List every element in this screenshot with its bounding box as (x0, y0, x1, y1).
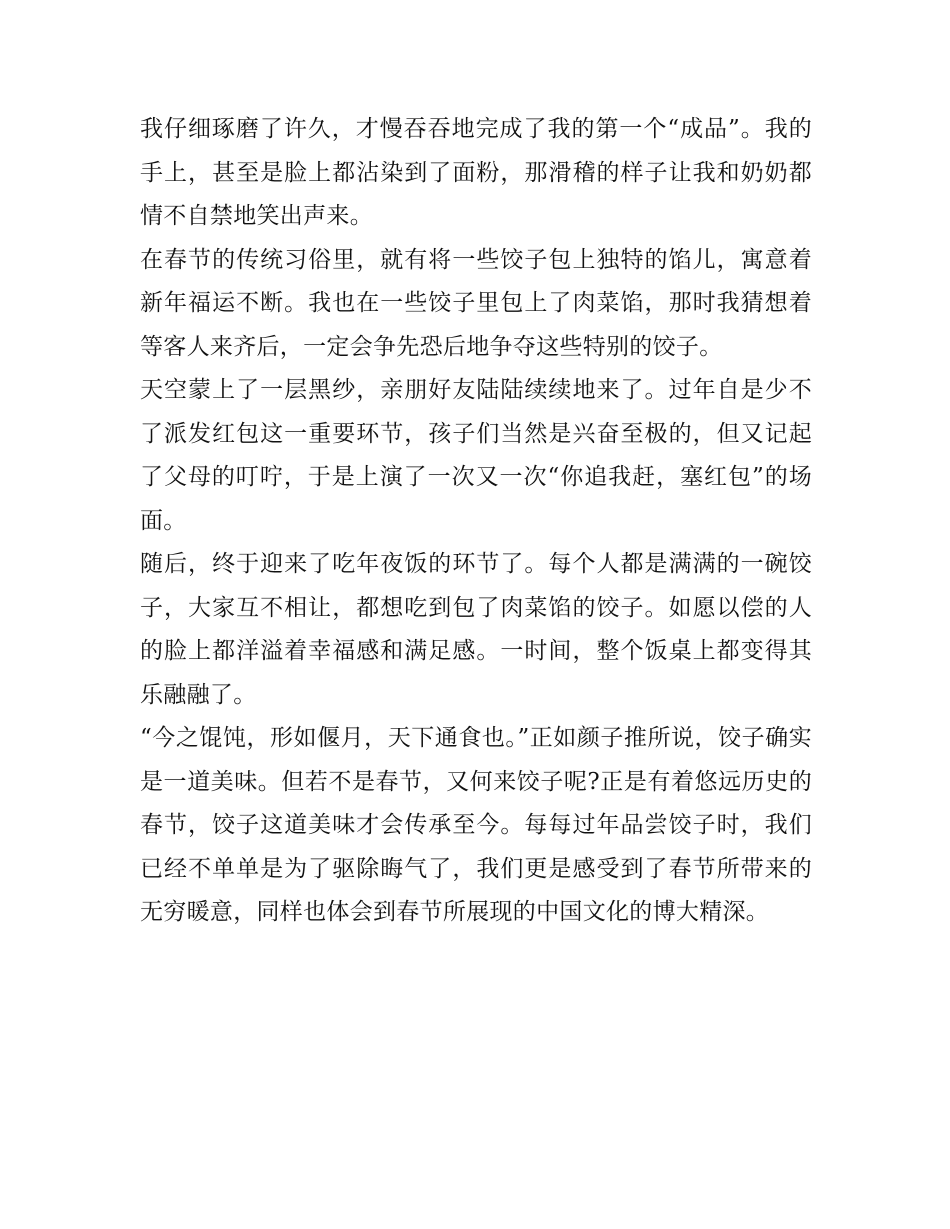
paragraph-4: 随后，终于迎来了吃年夜饭的环节了。每个人都是满满的一碗饺子，大家互不相让，都想吃到包了肉菜馅的饺子。如愿以偿的人的脸上都洋溢着幸福感和满足感。一时间，整个饭桌上都变得其乐融融了。 (140, 551, 812, 708)
paragraph-3: 天空蒙上了一层黑纱，亲朋好友陆陆续续地来了。过年自是少不了派发红包这一重要环节，孩子们当然是兴奋至极的，但又记起了父母的叮咛，于是上演了一次又一次“你追我赶，塞红包”的场面。 (140, 377, 812, 534)
paragraph-5: “今之馄饨，形如偃月，天下通食也。”正如颜子推所说，饺子确实是一道美味。但若不是春节，又何来饺子呢?正是有着悠远历史的春节，饺子这道美味才会传承至今。每每过年品尝饺子时，我们已经不单单是为了驱除晦气了，我们更是感受到了春节所带来的无穷暖意，同样也体会到春节所展现的中国文化的博大精深。 (140, 725, 812, 925)
paragraph-1: 我仔细琢磨了许久，才慢吞吞地完成了我的第一个“成品”。我的手上，甚至是脸上都沾染到了面粉，那滑稽的样子让我和奶奶都情不自禁地笑出声来。 (140, 116, 812, 229)
paragraph-2: 在春节的传统习俗里，就有将一些饺子包上独特的馅儿，寓意着新年福运不断。我也在一些饺子里包上了肉菜馅，那时我猜想着等客人来齐后，一定会争先恐后地争夺这些特别的饺子。 (140, 246, 812, 360)
document-page (140, 108, 812, 935)
